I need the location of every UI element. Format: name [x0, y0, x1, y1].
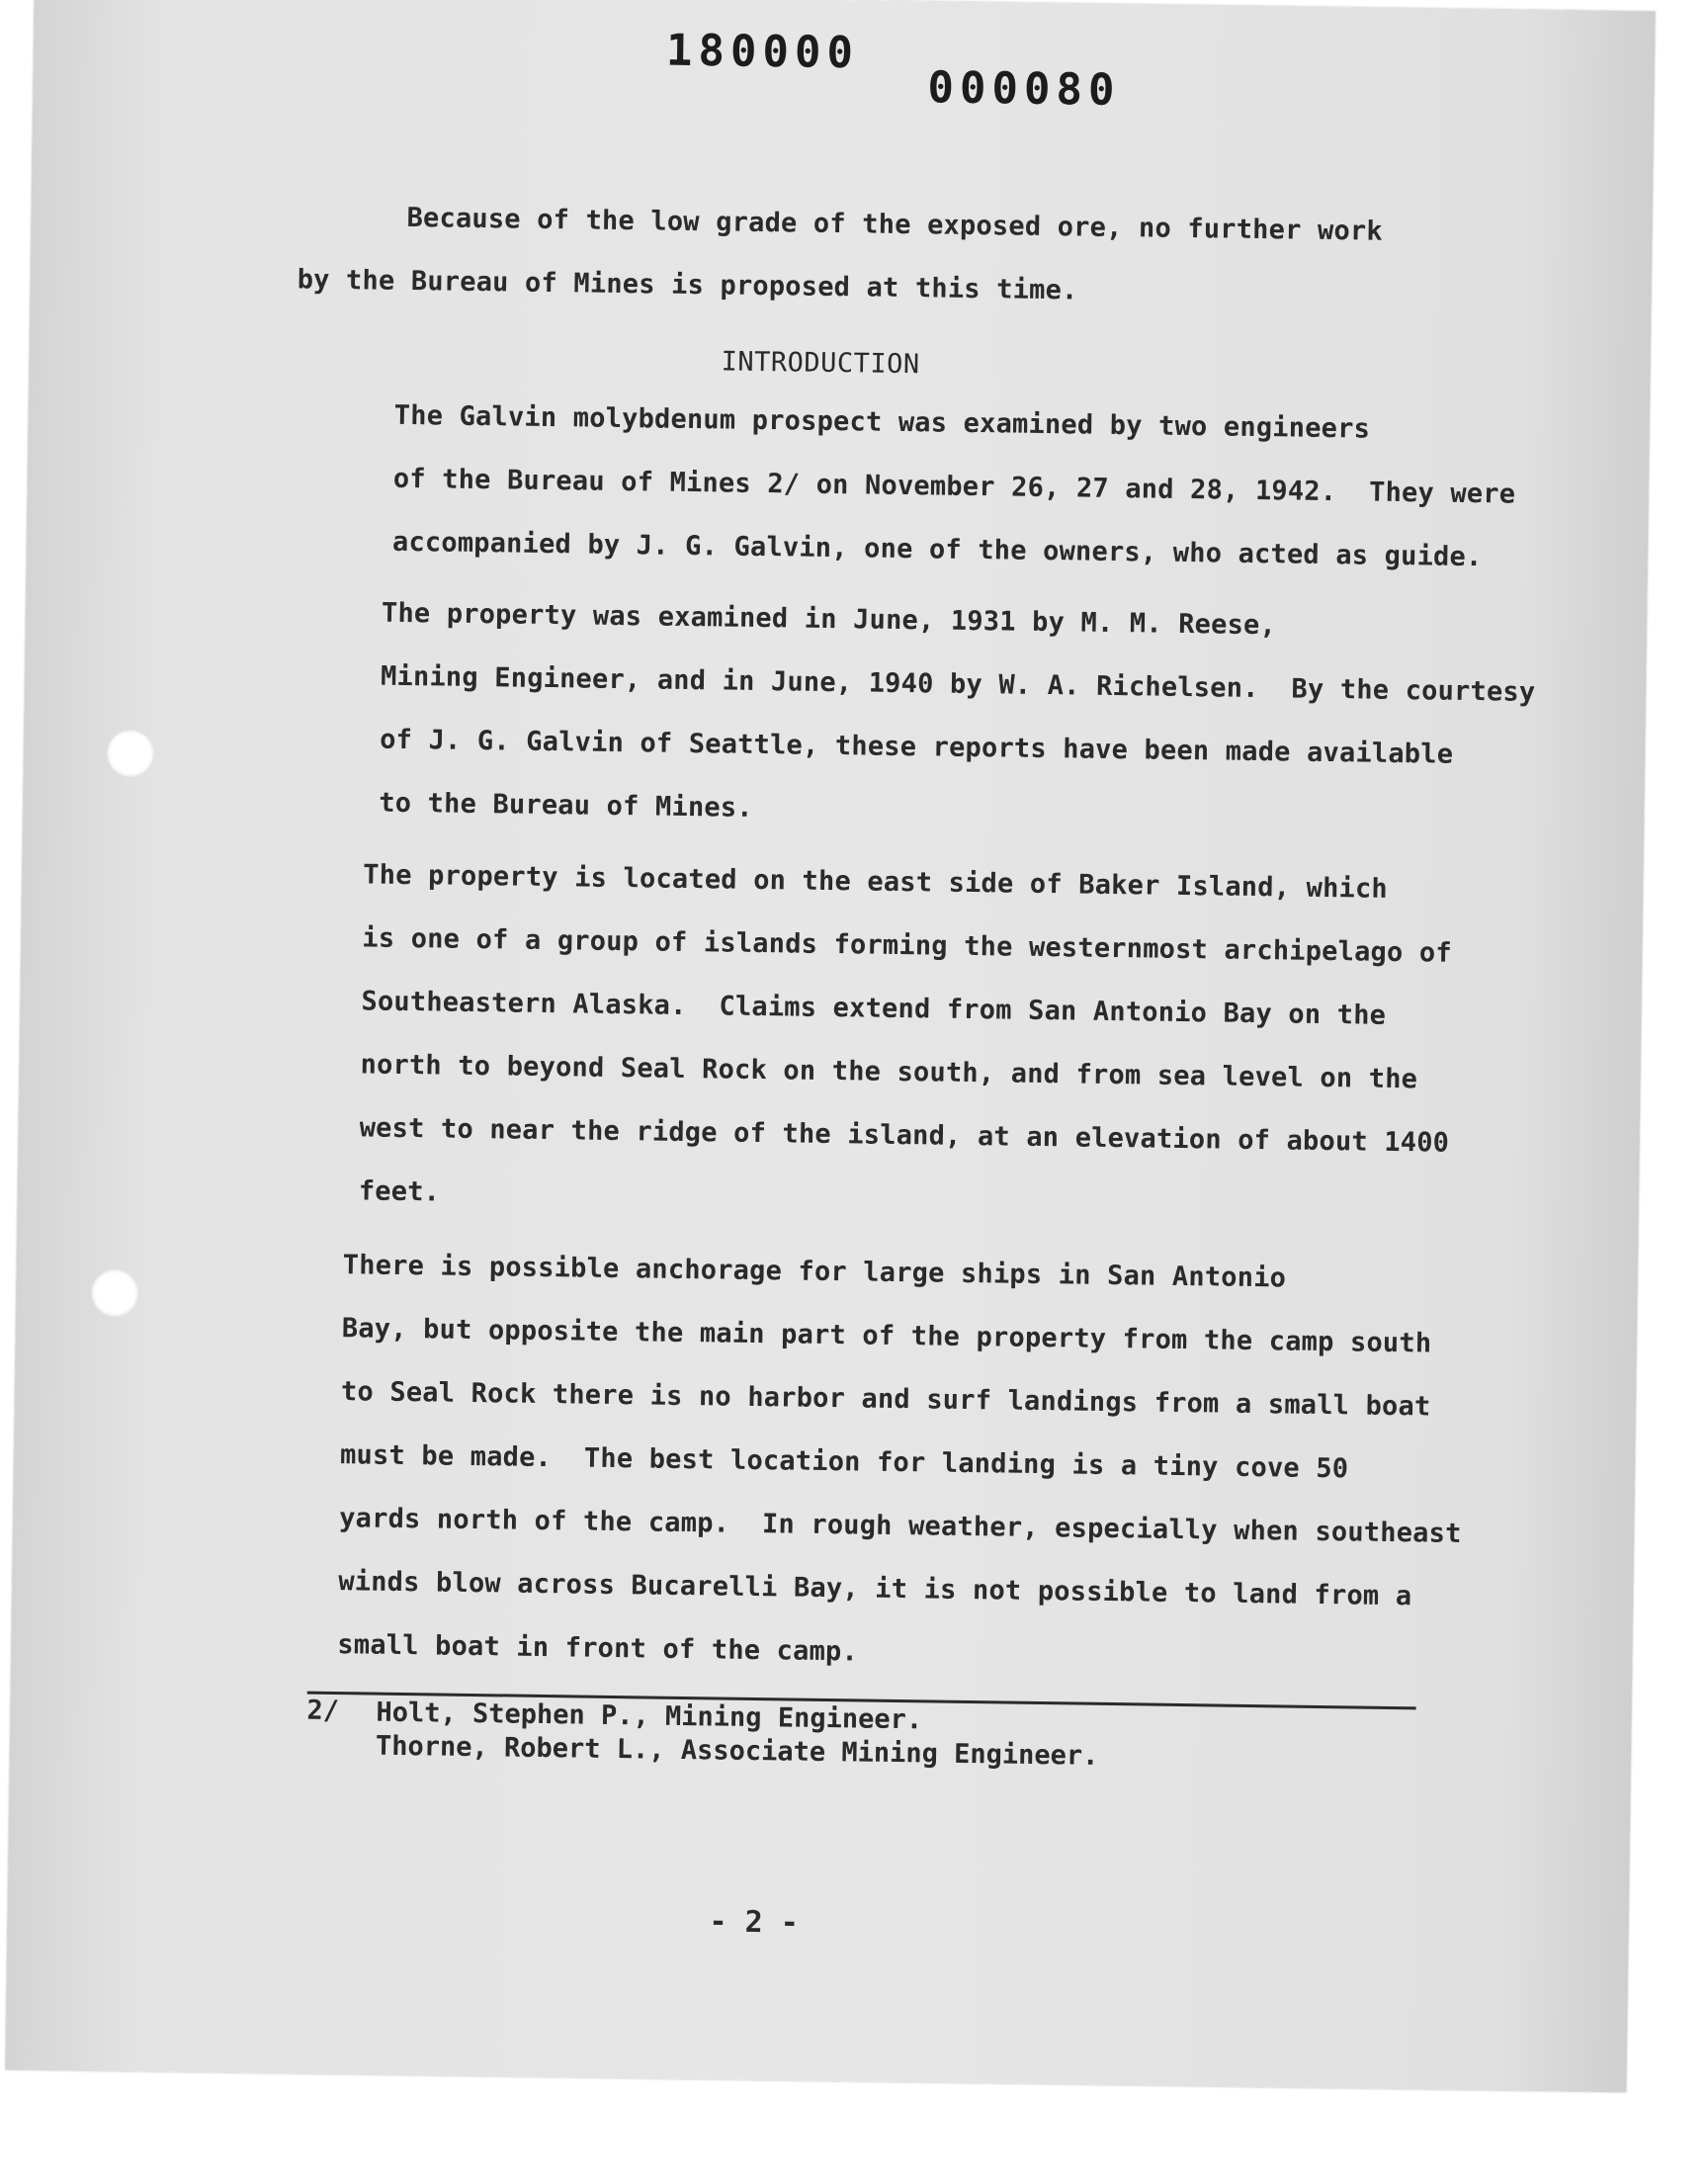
stamp-number-left: 180000 — [665, 25, 860, 79]
paragraph-location: The property is located on the east side of Baker Island, which is one of a group of islands forming the westernmost archipelago of Southeastern Alaska. Claims extend from San Antonio Bay on the north to beyond Seal Rock on the south, and from sea level on the west to near the ridge of the island, at an elevation of about 1400 feet. — [358, 859, 1453, 1208]
footnote-text: Holt, Stephen P., Mining Engineer. Thorne, Robert L., Associate Mining Engineer. — [375, 1696, 1099, 1772]
section-heading: INTRODUCTION — [721, 346, 920, 381]
page-number: - 2 - — [709, 1904, 800, 1941]
paragraph-previous-reports: The property was examined in June, 1931 by M. M. Reese, Mining Engineer, and in June, 1940 by W. A. Richelsen. By the courtesy of J. G. Galvin of Seattle, these reports have been made available to the Bureau of Mines. — [379, 597, 1536, 824]
paragraph-summary: Because of the low grade of the exposed ore, no further work by the Bureau of Mines is proposed at this time. — [297, 202, 1384, 306]
paragraph-examination: The Galvin molybdenum prospect was examined by two engineers of the Bureau of Mines 2/ on November 26, 27 and 28, 1942. They were accompanied by J. G. Galvin, one of the owners, who acted as guide. — [391, 399, 1516, 573]
stamp-number-right: 000080 — [927, 62, 1121, 117]
footnote-marker: 2/ — [306, 1695, 340, 1727]
page-content — [5, 0, 1655, 2092]
document-page — [5, 0, 1655, 2092]
paragraph-anchorage: There is possible anchorage for large ships in San Antonio Bay, but opposite the main part of the property from the camp south to Seal Rock there is no harbor and surf landings from a small boat must be made. The best location for landing is a tiny cove 50 yards north of the camp. In rough weather, especially when southeast winds blow across Bucarelli Bay, it is not possible to land from a small boat in front of the camp. — [337, 1250, 1462, 1668]
